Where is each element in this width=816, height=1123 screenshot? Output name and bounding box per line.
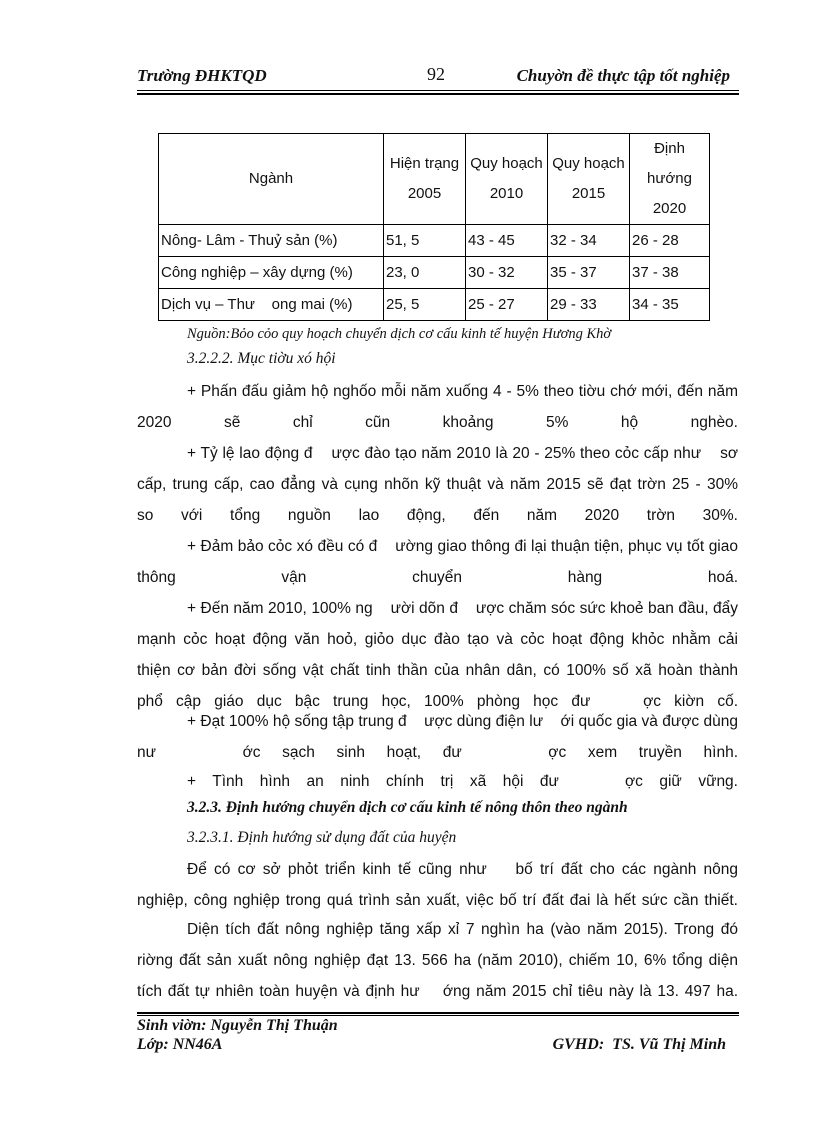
table-cell: Nông- Lâm - Thuỷ sản (%): [159, 225, 384, 257]
header-line: 2010: [489, 185, 524, 202]
structure-table: [158, 133, 710, 321]
paragraph-poverty: [137, 376, 738, 438]
text-line: + Đạt 100% hộ sống tập trung đ ược dùng điện lư ới quốc gia và được dùng: [187, 713, 738, 730]
paragraph-security: [137, 766, 738, 797]
header-line: Định: [654, 140, 685, 157]
text-line: + Tỷ lệ lao động đ ược đào tạo năm 2010 là 20 - 25% theo cỏc cấp như sơ: [187, 445, 738, 462]
table-header-row: [159, 134, 710, 225]
text-line: cấp, trung cấp, cao đẳng và cụng nhõn kỹ thuật và năm 2015 sẽ đạt trờn 25 - 30%: [137, 476, 738, 493]
table-cell: 43 - 45: [466, 225, 548, 257]
page-number: 92: [427, 64, 445, 84]
table-cell: 34 - 35: [630, 289, 710, 321]
section-social-goals: 3.2.2.2. Mục tiờu xó hội: [187, 350, 336, 367]
header-cell: [384, 134, 466, 225]
header-line: 2005: [407, 185, 442, 202]
header-line: 2015: [571, 185, 606, 202]
text-line: 2020 sẽ chỉ cũn khoảng 5% hộ nghèo.: [137, 414, 738, 431]
text-line: + Đảm bảo cỏc xó đều có đ ường giao thông đi lại thuận tiện, phục vụ tốt giao: [187, 538, 738, 555]
text-line: thông vận chuyển hàng hoá.: [137, 569, 738, 586]
header-school: Trường ĐHKTQD: [137, 66, 267, 85]
table-cell: 25 - 27: [466, 289, 548, 321]
table-source-note: Nguồn:Bỏo cỏo quy hoạch chuyển dịch cơ cấu kinh tế huyện Hương Khờ: [187, 326, 612, 342]
footer-class: Lớp: NN46A: [137, 1036, 223, 1053]
text-line: phổ cập giáo dục bậc trung học, 100% phòng học đư ợc kiờn cố.: [137, 693, 738, 710]
header-line: Hiện trạng: [389, 155, 460, 172]
header-line: Ngành: [248, 170, 294, 187]
table-row: [159, 289, 710, 321]
footer-rule-thick: [137, 1012, 739, 1014]
table-cell: 23, 0: [384, 257, 466, 289]
table-cell: 30 - 32: [466, 257, 548, 289]
paragraph-land-basis: [137, 854, 738, 916]
header-line: 2020: [652, 200, 687, 217]
table-cell: Dịch vụ – Thư ong mai (%): [159, 289, 384, 321]
text-line: so với tổng nguồn lao động, đến năm 2020 trờn 30%.: [137, 507, 738, 524]
footer-rule: [137, 1015, 739, 1016]
header-line: Quy hoạch: [470, 155, 543, 172]
table-cell: Công nghiệp – xây dựng (%): [159, 257, 384, 289]
header-rule-thick: [137, 93, 739, 95]
header-cell: [466, 134, 548, 225]
table-cell: 35 - 37: [548, 257, 630, 289]
footer-advisor: GVHD: TS. Vũ Thị Minh: [552, 1036, 726, 1053]
text-line: nư ớc sạch sinh hoạt, đư ợc xem truyền hình.: [137, 744, 738, 761]
paragraph-labor: [137, 438, 738, 531]
table-row: [159, 257, 710, 289]
header-cell: [159, 134, 384, 225]
paragraph-health-education: [137, 593, 738, 717]
text-line: + Tình hình an ninh chính trị xã hội đư ợc giữ vững.: [187, 773, 738, 790]
table-cell: 51, 5: [384, 225, 466, 257]
header-report-title: Chuyờn đề thực tập tốt nghiệp: [516, 66, 730, 85]
text-line: mạnh cỏc hoạt động văn hoỏ, giỏo dục đào tạo và cỏc hoạt động khỏc nhằm cải: [137, 631, 738, 648]
table-cell: 29 - 33: [548, 289, 630, 321]
section-land-use: 3.2.3.1. Định hướng sử dụng đất của huyện: [187, 829, 457, 846]
paragraph-utilities: [137, 706, 738, 768]
header-cell: [548, 134, 630, 225]
table-row: [159, 225, 710, 257]
paragraph-transport: [137, 531, 738, 593]
text-line: tích đất tự nhiên toàn huyện và định hư ớng năm 2015 chỉ tiêu này là 13. 497 ha.: [137, 983, 738, 1000]
text-line: riờng đất sản xuất nông nghiệp đạt 13. 566 ha (năm 2010), chiếm 10, 6% tổng diện: [137, 952, 738, 969]
section-sector-restructuring: 3.2.3. Định hướng chuyển dịch cơ cấu kinh tế nông thôn theo ngành: [187, 799, 628, 816]
header-cell: [630, 134, 710, 225]
text-line: + Phấn đấu giảm hộ nghốo mỗi năm xuống 4 - 5% theo tiờu chớ mới, đến năm: [187, 383, 738, 400]
table-cell: 37 - 38: [630, 257, 710, 289]
text-line: thiện cơ bản đời sống vật chất tinh thần của nhân dân, có 100% số xã hoàn thành: [137, 662, 738, 679]
text-line: + Đến năm 2010, 100% ng ười dõn đ ược chăm sóc sức khoẻ ban đầu, đẩy: [187, 600, 738, 617]
text-line: Diện tích đất nông nghiệp tăng xấp xỉ 7 nghìn ha (vào năm 2015). Trong đó: [187, 921, 738, 938]
text-line: Để có cơ sở phỏt triển kinh tế cũng như bố trí đất cho các ngành nông: [187, 861, 738, 878]
footer-student: Sinh viờn: Nguyễn Thị Thuận: [137, 1017, 338, 1034]
table-cell: 25, 5: [384, 289, 466, 321]
text-line: nghiệp, công nghiệp trong quá trình sản xuất, việc bố trí đất đai là hết sức cần thiết.: [137, 892, 738, 909]
header-line: Quy hoạch: [552, 155, 625, 172]
table-cell: 26 - 28: [630, 225, 710, 257]
header-rule: [137, 90, 739, 91]
table-cell: 32 - 34: [548, 225, 630, 257]
paragraph-land-area: [137, 914, 738, 1007]
header-line: hướng: [647, 170, 692, 187]
